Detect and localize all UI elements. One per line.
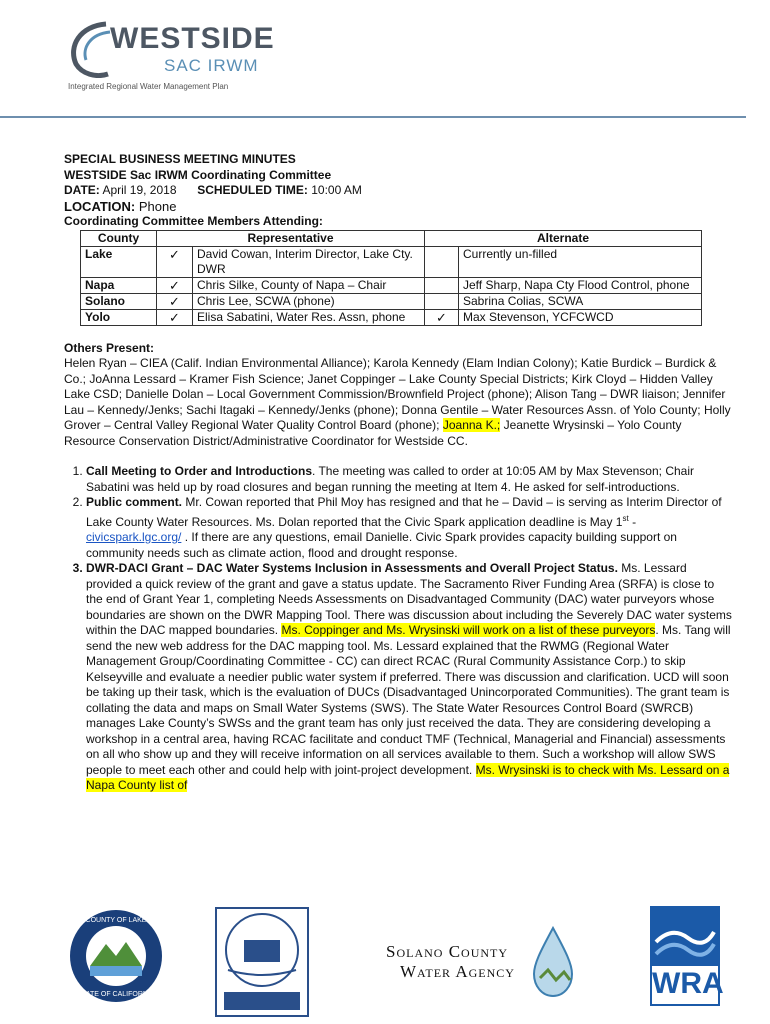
representative-cell: Chris Lee, SCWA (phone)	[193, 293, 425, 309]
attending-label: Coordinating Committee Members Attending:	[64, 214, 323, 228]
civicspark-link[interactable]: civicspark.lgc.org/	[86, 530, 182, 544]
lake-county-seal-icon	[68, 908, 164, 1004]
others-label: Others Present:	[64, 340, 155, 355]
alternate-check-cell	[425, 277, 459, 293]
logo-subtitle: SAC IRWM	[164, 56, 259, 75]
check-icon: ✓	[157, 309, 193, 325]
county-cell: Napa	[81, 277, 157, 293]
alternate-cell: Jeff Sharp, Napa Cty Flood Control, phone	[459, 277, 702, 293]
header-representative: Representative	[157, 230, 425, 246]
agenda-item-3	[86, 561, 734, 794]
footer-logos	[60, 902, 740, 1022]
item-3-title: DWR-DACI Grant – DAC Water Systems Inclusion in Assessments and Overall Project Status.	[86, 561, 618, 575]
header-rule	[0, 116, 746, 118]
alternate-cell: Sabrina Colias, SCWA	[459, 293, 702, 309]
time-label: SCHEDULED TIME:	[197, 183, 308, 197]
members-table	[80, 230, 702, 326]
westside-logo	[62, 18, 275, 100]
item-2-text-b: -	[632, 514, 637, 529]
date-label: DATE:	[64, 183, 100, 197]
svg-text:COUNTY OF LAKE: COUNTY OF LAKE	[85, 917, 147, 924]
agenda-item-2	[86, 495, 734, 561]
representative-cell: Elisa Sabatini, Water Res. Assn, phone	[193, 309, 425, 325]
others-highlight: Joanna K.;	[442, 418, 501, 432]
logo-wordmark: WESTSIDE	[110, 22, 275, 55]
county-cell: Solano	[81, 293, 157, 309]
item-2-sup: st	[622, 513, 629, 523]
table-row	[81, 246, 702, 277]
item-1-text: . The meeting was called to order at 10:05 AM by Max Stevenson; Chair Sabatini was held up by road closures and began running the meeting at Item 4. He asked for self-introductions.	[86, 464, 694, 494]
water-drop-icon	[530, 926, 576, 998]
date-value: April 19, 2018	[102, 183, 177, 197]
agenda-items	[64, 464, 734, 794]
scwa-line-1: Solano County	[386, 942, 509, 961]
others-text-b: Jeanette Wrysinski – Yolo County Resource Conservation District/Administrative Coordinator for Westside CC.	[64, 418, 682, 448]
county-cell: Yolo	[81, 309, 157, 325]
location-label: LOCATION:	[64, 198, 136, 214]
item-2-text-c: . If there are any questions, email Danielle. Civic Spark provides capacity building support on community needs such as climate action, flood and drought response.	[86, 530, 677, 560]
item-2-title: Public comment.	[86, 495, 183, 509]
item-3-text-b: . Ms. Tang will send the new web address for the DAC mapping tool. Ms. Lessard explained that the RWMG (Regional Water Management Group/Coordinating Committee - CC) can direct RCAC (Rural Community Assistance Corp.) to skip Kelseyville and evaluate a needier public water system if preferred. There was discussion and clarification. UCD will soon be taking up their task, which is the evaluation of DUCs (Disadvantaged Unincorporated Communities). The grant team is collating the data and maps on Small Water Systems (SWS). The State Water Resources Control Board (SWRCB) manages Lake County’s SWSs and the grant team has only just received the data. They are considering developing a workshop in a central area, having RCAC facilitate and conduct TMF (Technical, Managerial and Financial) assessments on all who show up and they will receive information on all services available to them. Such a workshop will allow SWS people to meet each other and could help with joint-project development.	[86, 623, 731, 777]
scwa-line-2: Water Agency	[400, 962, 515, 981]
agenda-item-1	[86, 464, 734, 495]
table-row	[81, 309, 702, 325]
svg-text:STATE OF CALIFORNIA: STATE OF CALIFORNIA	[77, 991, 155, 998]
location-value: Phone	[138, 198, 177, 214]
wra-logo	[650, 906, 724, 1006]
check-icon: ✓	[425, 309, 459, 325]
alternate-check-cell	[425, 246, 459, 277]
scwa-wordmark	[386, 942, 526, 982]
time-value: 10:00 AM	[311, 183, 362, 197]
check-icon: ✓	[157, 293, 193, 309]
table-row	[81, 293, 702, 309]
alternate-check-cell	[425, 293, 459, 309]
committee-name: WESTSIDE Sac IRWM Coordinating Committee	[64, 167, 332, 182]
napa-flood-control-seal-icon	[214, 906, 310, 1018]
check-icon: ✓	[157, 246, 193, 277]
header-county: County	[81, 230, 157, 246]
item-2-text-a: Mr. Cowan reported that Phil Moy has resigned and that he – David – is serving as Interim Director of Lake County Water Resources. Ms. Dolan reported that the Civic Spark application deadline is May 1	[86, 495, 722, 529]
alternate-cell: Max Stevenson, YCFCWCD	[459, 309, 702, 325]
representative-cell: Chris Silke, County of Napa – Chair	[193, 277, 425, 293]
item-3-highlight-2: Ms. Wrysinski is to check with Ms. Lessard on a Napa County list of	[86, 762, 730, 792]
county-cell: Lake	[81, 246, 157, 277]
location-line	[64, 199, 734, 215]
check-icon: ✓	[157, 277, 193, 293]
wra-emblem-icon	[652, 908, 718, 966]
others-text-a: Helen Ryan – CIEA (Calif. Indian Environmental Alliance); Karola Kennedy (Elam Indian Colony); Katie Burdick – Burdick & Co.; JoAnna Lessard – Kramer Fish Science; Janet Coppinger – Lake County Special Districts; Kirk Cloyd – Hidden Valley Lake CSD; Danielle Dolan – Local Government Commission/Brownfield Project (phone); Alison Tang – DWR liaison; Jennifer Lau – Kennedy/Jenks; Sachi Itagaki – Kennedy/Jenks (phone); Donna Gentile – Water Resources Assn. of Yolo County; Holly Grover – Central Valley Regional Water Quality Control Board (phone);	[64, 356, 731, 432]
minutes-document	[64, 152, 734, 794]
meeting-title: SPECIAL BUSINESS MEETING MINUTES	[64, 152, 296, 166]
table-row	[81, 277, 702, 293]
representative-cell: David Cowan, Interim Director, Lake Cty. DWR	[193, 246, 425, 277]
item-3-highlight-1: Ms. Coppinger and Ms. Wrysinski will work on a list of these purveyors	[281, 623, 656, 637]
date-line	[64, 183, 734, 199]
alternate-cell: Currently un-filled	[459, 246, 702, 277]
item-1-title: Call Meeting to Order and Introductions	[86, 464, 313, 478]
members-table-header	[81, 230, 702, 246]
logo-tagline: Integrated Regional Water Management Plan	[68, 82, 229, 91]
header-alternate: Alternate	[425, 230, 702, 246]
wra-text: WRA	[652, 967, 724, 1000]
others-paragraph	[64, 356, 734, 449]
item-3-text-a: Ms. Lessard provided a quick review of the grant and gave a status update. The Sacramento River Funding Area (SRFA) is close to the end of Grant Year 1, completing Needs Assessments on Disadvantaged Community (DAC) water purveyors whose boundaries are shown on the DWR Mapping Tool. There was discussion about including the Severely DAC water systems within the DAC mapped boundaries.	[86, 561, 732, 637]
